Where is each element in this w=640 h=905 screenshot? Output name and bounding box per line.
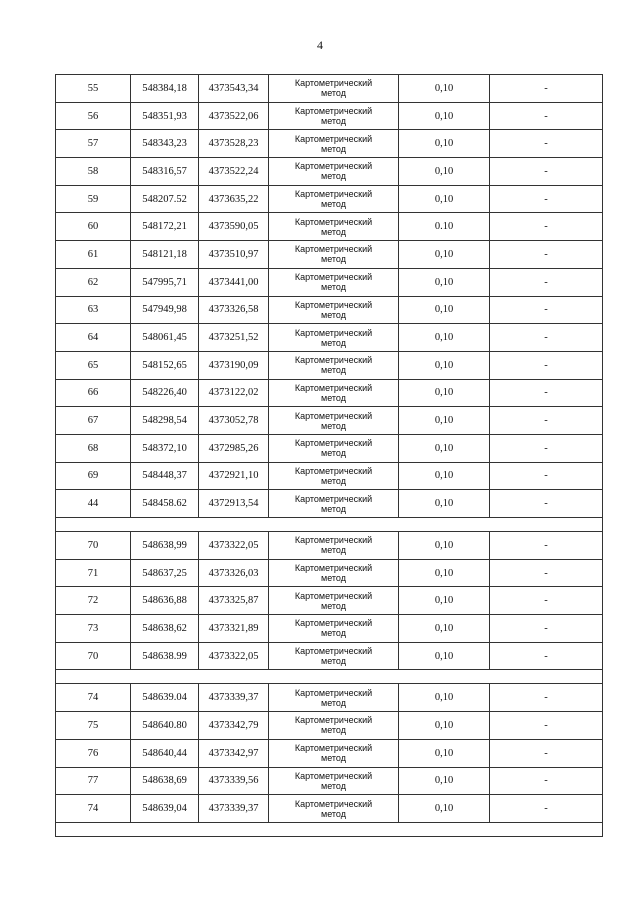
group-separator-row xyxy=(56,670,603,684)
method-line-2: метод xyxy=(321,337,346,348)
accuracy-cell: 0,10 xyxy=(399,407,490,435)
x-coordinate-cell: 548636,88 xyxy=(131,587,199,615)
accuracy-cell: 0,10 xyxy=(399,712,490,740)
method-cell xyxy=(269,351,399,379)
method-line-2: метод xyxy=(321,573,346,584)
point-number-cell: 55 xyxy=(56,75,131,103)
description-cell: - xyxy=(490,767,603,795)
table-row xyxy=(56,795,603,823)
accuracy-cell: 0,10 xyxy=(399,268,490,296)
table-row xyxy=(56,615,603,643)
y-coordinate-cell: 4372913,54 xyxy=(199,490,269,518)
x-coordinate-cell: 548637,25 xyxy=(131,559,199,587)
accuracy-cell: 0,10 xyxy=(399,559,490,587)
description-cell: - xyxy=(490,268,603,296)
point-number-cell: 74 xyxy=(56,684,131,712)
point-number-cell: 70 xyxy=(56,532,131,560)
x-coordinate-cell: 548640,44 xyxy=(131,739,199,767)
method-line-2: метод xyxy=(321,420,346,431)
table-row xyxy=(56,767,603,795)
description-cell: - xyxy=(490,615,603,643)
description-cell: - xyxy=(490,407,603,435)
point-number-cell: 66 xyxy=(56,379,131,407)
y-coordinate-cell: 4373522,06 xyxy=(199,102,269,130)
accuracy-cell: 0,10 xyxy=(399,379,490,407)
accuracy-cell: 0.10 xyxy=(399,213,490,241)
method-line-2: метод xyxy=(321,808,346,819)
description-cell: - xyxy=(490,130,603,158)
method-cell xyxy=(269,490,399,518)
method-cell xyxy=(269,75,399,103)
accuracy-cell: 0,10 xyxy=(399,739,490,767)
group-separator-cell xyxy=(56,822,603,836)
point-number-cell: 69 xyxy=(56,462,131,490)
point-number-cell: 67 xyxy=(56,407,131,435)
method-line-2: метод xyxy=(321,226,346,237)
point-number-cell: 77 xyxy=(56,767,131,795)
point-number-cell: 74 xyxy=(56,795,131,823)
method-line-1: Картометрический xyxy=(294,618,373,629)
method-line-1: Картометрический xyxy=(294,189,373,200)
method-cell xyxy=(269,795,399,823)
accuracy-cell: 0,10 xyxy=(399,490,490,518)
x-coordinate-cell: 547949,98 xyxy=(131,296,199,324)
table-row xyxy=(56,158,603,186)
x-coordinate-cell: 548172,21 xyxy=(131,213,199,241)
group-separator-row xyxy=(56,822,603,836)
description-cell: - xyxy=(490,559,603,587)
description-cell: - xyxy=(490,462,603,490)
point-number-cell: 61 xyxy=(56,241,131,269)
y-coordinate-cell: 4373441,00 xyxy=(199,268,269,296)
x-coordinate-cell: 548121,18 xyxy=(131,241,199,269)
method-cell xyxy=(269,684,399,712)
description-cell: - xyxy=(490,296,603,324)
method-line-1: Картометрический xyxy=(294,410,373,421)
table-row xyxy=(56,559,603,587)
table-row xyxy=(56,213,603,241)
table-row xyxy=(56,587,603,615)
y-coordinate-cell: 4373590,05 xyxy=(199,213,269,241)
method-line-1: Картометрический xyxy=(294,244,373,255)
method-cell xyxy=(269,559,399,587)
accuracy-cell: 0,10 xyxy=(399,767,490,795)
accuracy-cell: 0,10 xyxy=(399,532,490,560)
table-row xyxy=(56,324,603,352)
method-line-2: метод xyxy=(321,448,346,459)
y-coordinate-cell: 4373342,97 xyxy=(199,739,269,767)
point-number-cell: 58 xyxy=(56,158,131,186)
point-number-cell: 59 xyxy=(56,185,131,213)
table-row xyxy=(56,185,603,213)
accuracy-cell: 0,10 xyxy=(399,324,490,352)
description-cell: - xyxy=(490,185,603,213)
y-coordinate-cell: 4373326,58 xyxy=(199,296,269,324)
point-number-cell: 56 xyxy=(56,102,131,130)
method-cell xyxy=(269,462,399,490)
point-number-cell: 63 xyxy=(56,296,131,324)
accuracy-cell: 0,10 xyxy=(399,795,490,823)
method-line-1: Картометрический xyxy=(294,133,373,144)
method-line-2: метод xyxy=(321,475,346,486)
description-cell: - xyxy=(490,434,603,462)
point-number-cell: 71 xyxy=(56,559,131,587)
table-row xyxy=(56,462,603,490)
accuracy-cell: 0,10 xyxy=(399,241,490,269)
method-line-2: метод xyxy=(321,628,346,639)
description-cell: - xyxy=(490,158,603,186)
x-coordinate-cell: 548316,57 xyxy=(131,158,199,186)
table-row xyxy=(56,712,603,740)
method-line-2: метод xyxy=(321,309,346,320)
method-line-2: метод xyxy=(321,254,346,265)
method-cell xyxy=(269,642,399,670)
x-coordinate-cell: 548458.62 xyxy=(131,490,199,518)
method-cell xyxy=(269,213,399,241)
y-coordinate-cell: 4373326,03 xyxy=(199,559,269,587)
description-cell: - xyxy=(490,587,603,615)
method-line-2: метод xyxy=(321,656,346,667)
x-coordinate-cell: 548152,65 xyxy=(131,351,199,379)
point-number-cell: 44 xyxy=(56,490,131,518)
x-coordinate-cell: 548226,40 xyxy=(131,379,199,407)
description-cell: - xyxy=(490,102,603,130)
method-line-1: Картометрический xyxy=(294,770,373,781)
method-cell xyxy=(269,241,399,269)
method-line-1: Картометрический xyxy=(294,590,373,601)
accuracy-cell: 0,10 xyxy=(399,102,490,130)
point-number-cell: 72 xyxy=(56,587,131,615)
x-coordinate-cell: 548640.80 xyxy=(131,712,199,740)
method-line-2: метод xyxy=(321,116,346,127)
table-row xyxy=(56,296,603,324)
method-line-1: Картометрический xyxy=(294,646,373,657)
y-coordinate-cell: 4373342,79 xyxy=(199,712,269,740)
method-line-1: Картометрический xyxy=(294,535,373,546)
y-coordinate-cell: 4373322,05 xyxy=(199,642,269,670)
point-number-cell: 62 xyxy=(56,268,131,296)
accuracy-cell: 0,10 xyxy=(399,462,490,490)
table-row xyxy=(56,642,603,670)
table-row xyxy=(56,102,603,130)
accuracy-cell: 0,10 xyxy=(399,615,490,643)
table-row xyxy=(56,490,603,518)
method-line-2: метод xyxy=(321,199,346,210)
y-coordinate-cell: 4373052,78 xyxy=(199,407,269,435)
method-cell xyxy=(269,712,399,740)
method-line-2: метод xyxy=(321,503,346,514)
method-line-2: метод xyxy=(321,282,346,293)
table-row xyxy=(56,241,603,269)
point-number-cell: 70 xyxy=(56,642,131,670)
method-cell xyxy=(269,532,399,560)
y-coordinate-cell: 4373543,34 xyxy=(199,75,269,103)
table-row xyxy=(56,532,603,560)
y-coordinate-cell: 4373510,97 xyxy=(199,241,269,269)
y-coordinate-cell: 4373522,24 xyxy=(199,158,269,186)
table-row xyxy=(56,379,603,407)
method-line-1: Картометрический xyxy=(294,216,373,227)
accuracy-cell: 0,10 xyxy=(399,185,490,213)
accuracy-cell: 0,10 xyxy=(399,351,490,379)
method-line-1: Картометрический xyxy=(294,563,373,574)
description-cell: - xyxy=(490,642,603,670)
x-coordinate-cell: 548639.04 xyxy=(131,684,199,712)
method-line-2: метод xyxy=(321,365,346,376)
table-row xyxy=(56,268,603,296)
method-cell xyxy=(269,268,399,296)
x-coordinate-cell: 548638,62 xyxy=(131,615,199,643)
point-number-cell: 68 xyxy=(56,434,131,462)
method-cell xyxy=(269,130,399,158)
method-line-1: Картометрический xyxy=(294,743,373,754)
method-line-1: Картометрический xyxy=(294,493,373,504)
method-line-1: Картометрический xyxy=(294,78,373,89)
method-line-2: метод xyxy=(321,697,346,708)
table-row xyxy=(56,684,603,712)
x-coordinate-cell: 548638,99 xyxy=(131,532,199,560)
method-line-2: метод xyxy=(321,88,346,99)
method-line-2: метод xyxy=(321,753,346,764)
accuracy-cell: 0,10 xyxy=(399,684,490,712)
point-number-cell: 65 xyxy=(56,351,131,379)
x-coordinate-cell: 548638,69 xyxy=(131,767,199,795)
x-coordinate-cell: 548343,23 xyxy=(131,130,199,158)
method-line-2: метод xyxy=(321,171,346,182)
point-number-cell: 60 xyxy=(56,213,131,241)
description-cell: - xyxy=(490,532,603,560)
method-cell xyxy=(269,324,399,352)
table-row xyxy=(56,407,603,435)
method-line-2: метод xyxy=(321,392,346,403)
y-coordinate-cell: 4373528,23 xyxy=(199,130,269,158)
description-cell: - xyxy=(490,351,603,379)
y-coordinate-cell: 4373325,87 xyxy=(199,587,269,615)
y-coordinate-cell: 4372921,10 xyxy=(199,462,269,490)
coordinates-table xyxy=(55,74,603,837)
method-line-1: Картометрический xyxy=(294,272,373,283)
y-coordinate-cell: 4373190,09 xyxy=(199,351,269,379)
y-coordinate-cell: 4373339,37 xyxy=(199,795,269,823)
description-cell: - xyxy=(490,490,603,518)
description-cell: - xyxy=(490,324,603,352)
group-separator-row xyxy=(56,518,603,532)
page-number: 4 xyxy=(317,38,323,52)
y-coordinate-cell: 4373322,05 xyxy=(199,532,269,560)
y-coordinate-cell: 4373339,56 xyxy=(199,767,269,795)
x-coordinate-cell: 547995,71 xyxy=(131,268,199,296)
method-cell xyxy=(269,102,399,130)
method-line-1: Картометрический xyxy=(294,327,373,338)
description-cell: - xyxy=(490,241,603,269)
method-line-1: Картометрический xyxy=(294,798,373,809)
table-row xyxy=(56,130,603,158)
table-row xyxy=(56,351,603,379)
accuracy-cell: 0,10 xyxy=(399,75,490,103)
description-cell: - xyxy=(490,75,603,103)
x-coordinate-cell: 548384,18 xyxy=(131,75,199,103)
x-coordinate-cell: 548638.99 xyxy=(131,642,199,670)
accuracy-cell: 0,10 xyxy=(399,587,490,615)
x-coordinate-cell: 548351,93 xyxy=(131,102,199,130)
accuracy-cell: 0,10 xyxy=(399,158,490,186)
x-coordinate-cell: 548372,10 xyxy=(131,434,199,462)
y-coordinate-cell: 4373251,52 xyxy=(199,324,269,352)
method-line-1: Картометрический xyxy=(294,465,373,476)
accuracy-cell: 0,10 xyxy=(399,642,490,670)
method-line-1: Картометрический xyxy=(294,106,373,117)
accuracy-cell: 0,10 xyxy=(399,296,490,324)
description-cell: - xyxy=(490,739,603,767)
method-line-1: Картометрический xyxy=(294,438,373,449)
method-cell xyxy=(269,434,399,462)
method-line-1: Картометрический xyxy=(294,687,373,698)
method-cell xyxy=(269,767,399,795)
method-cell xyxy=(269,587,399,615)
method-line-2: метод xyxy=(321,545,346,556)
method-line-1: Картометрический xyxy=(294,299,373,310)
x-coordinate-cell: 548061,45 xyxy=(131,324,199,352)
method-cell xyxy=(269,296,399,324)
group-separator-cell xyxy=(56,670,603,684)
point-number-cell: 76 xyxy=(56,739,131,767)
method-line-1: Картометрический xyxy=(294,355,373,366)
y-coordinate-cell: 4373339,37 xyxy=(199,684,269,712)
method-line-1: Картометрический xyxy=(294,161,373,172)
accuracy-cell: 0,10 xyxy=(399,130,490,158)
x-coordinate-cell: 548448,37 xyxy=(131,462,199,490)
accuracy-cell: 0,10 xyxy=(399,434,490,462)
method-cell xyxy=(269,615,399,643)
description-cell: - xyxy=(490,712,603,740)
method-line-2: метод xyxy=(321,780,346,791)
y-coordinate-cell: 4372985,26 xyxy=(199,434,269,462)
x-coordinate-cell: 548207.52 xyxy=(131,185,199,213)
point-number-cell: 64 xyxy=(56,324,131,352)
method-cell xyxy=(269,739,399,767)
table-row xyxy=(56,434,603,462)
description-cell: - xyxy=(490,795,603,823)
x-coordinate-cell: 548639,04 xyxy=(131,795,199,823)
method-line-2: метод xyxy=(321,600,346,611)
point-number-cell: 57 xyxy=(56,130,131,158)
method-cell xyxy=(269,407,399,435)
y-coordinate-cell: 4373122,02 xyxy=(199,379,269,407)
method-cell xyxy=(269,379,399,407)
group-separator-cell xyxy=(56,518,603,532)
method-cell xyxy=(269,185,399,213)
table-row xyxy=(56,739,603,767)
coordinates-table-body xyxy=(56,75,603,837)
x-coordinate-cell: 548298,54 xyxy=(131,407,199,435)
point-number-cell: 73 xyxy=(56,615,131,643)
method-line-2: метод xyxy=(321,143,346,154)
point-number-cell: 75 xyxy=(56,712,131,740)
description-cell: - xyxy=(490,213,603,241)
method-cell xyxy=(269,158,399,186)
description-cell: - xyxy=(490,684,603,712)
description-cell: - xyxy=(490,379,603,407)
y-coordinate-cell: 4373635,22 xyxy=(199,185,269,213)
method-line-1: Картометрический xyxy=(294,382,373,393)
method-line-2: метод xyxy=(321,725,346,736)
method-line-1: Картометрический xyxy=(294,715,373,726)
y-coordinate-cell: 4373321,89 xyxy=(199,615,269,643)
table-row xyxy=(56,75,603,103)
